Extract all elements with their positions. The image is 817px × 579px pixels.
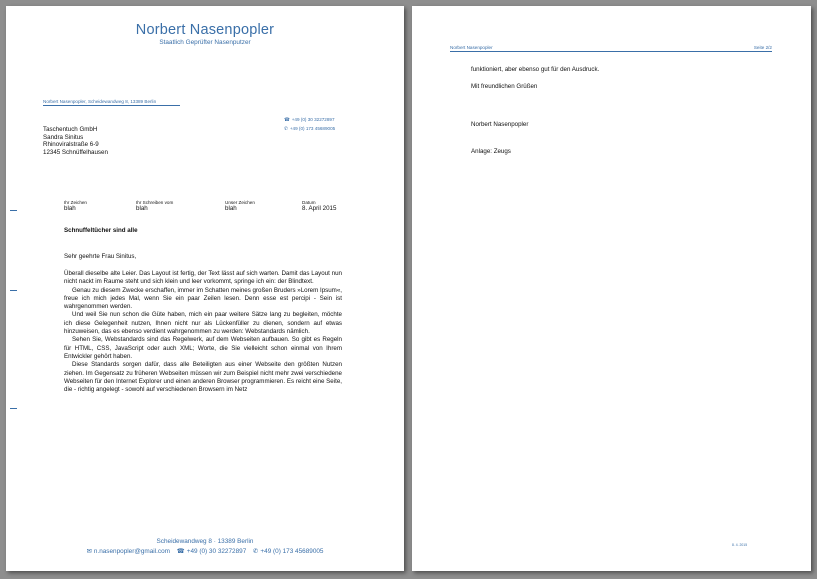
- footer-contact: [6, 547, 404, 555]
- page2-enclosure: Anlage: Zeugs: [471, 148, 511, 155]
- footer-address: Scheidewandweg 8 · 13389 Berlin: [156, 538, 254, 545]
- contact-phone-value: +49 (0) 30 32272897: [291, 117, 335, 122]
- fold-mark-bottom: [10, 408, 17, 409]
- page2-signature: Norbert Nasenpopler: [471, 121, 529, 128]
- recipient-address: [43, 126, 108, 157]
- letterhead-name: Norbert Nasenpopler: [135, 22, 275, 38]
- body-paragraph: Diese Standards sorgen dafür, dass alle Beteiligten aus einer Webseite den größten Nutzen ziehen. Im Gegensatz zu früheren Webseiten müssen wir zum Beispiel nicht mehr zwei verschiedene Webseiten für den Internet Explorer und einen anderen Browser programmieren. Es reicht eine Seite, die - richtig angelegt - sowohl auf verschiedenen Browsern im Netz: [64, 361, 342, 394]
- contact-mobile-value: +49 (0) 173 45689005: [289, 126, 336, 131]
- footer-mobile: +49 (0) 173 45689005: [260, 548, 324, 555]
- recipient-line: Sandra Sinitus: [43, 133, 84, 141]
- mobile-icon: ✆: [284, 126, 288, 131]
- contact-phone: [284, 117, 335, 123]
- reference-field: [64, 200, 87, 213]
- body-paragraph: Sehen Sie, Webstandards sind das Regelwerk, auf dem Webseiten aufbauen. So gibt es Regeln für HTML, CSS, JavaScript oder auch XML; Worte, die Sie vielleicht schon einmal von Ihrem Entwickler gehört haben.: [64, 336, 342, 360]
- phone-icon: ☎: [176, 548, 185, 555]
- letter-page-1: [6, 6, 404, 571]
- punch-mark: [10, 290, 17, 291]
- phone-icon: ☎: [284, 117, 290, 122]
- mobile-icon: ✆: [253, 548, 259, 555]
- reference-value: blah: [64, 205, 76, 212]
- body-paragraph: Genau zu diesem Zwecke erschaffen, immer im Schatten meines großen Bruders »Lorem Ipsum«, freue ich mich jedes Mal, wenn Sie ein paar Zeilen lesen. Denn esse est percipi - Sein ist wahrgenommen werden.: [64, 286, 342, 311]
- letter-page-2: [412, 6, 811, 571]
- recipient-line: 12345 Schnüffelhausen: [43, 149, 108, 157]
- body-paragraph: Und weil Sie nun schon die Güte haben, mich ein paar weitere Sätze lang zu begleiten, möchte ich diese Gelegenheit nutzen, Ihnen nicht nur als Lückenfüller zu dienen, sondern auf etwas hinzuweisen, das es ebenso verdient wahrgenommen zu werden: Webstandards nämlich.: [64, 311, 342, 336]
- reference-field: [136, 200, 173, 213]
- fold-mark-top: [10, 210, 17, 211]
- sender-underline: [43, 105, 180, 106]
- letter-subject: Schnuffeltücher sind alle: [64, 227, 138, 234]
- reference-value: 8. April 2015: [302, 205, 337, 212]
- page2-header-rule: [450, 51, 772, 52]
- email-icon: ✉: [86, 548, 92, 555]
- reference-label: Ihr Schreiben vom: [136, 200, 174, 205]
- page2-continuation: funktioniert, aber ebenso gut für den Ausdruck.: [471, 66, 600, 73]
- reference-label: Unser Zeichen: [225, 200, 255, 205]
- body-paragraph: Überall dieselbe alte Leier. Das Layout ist fertig, der Text lässt auf sich warten. Damit das Layout nun nicht nackt im Raume steht und sich klein und leer vorkommt, springe ich ein: der Blindtext.: [64, 270, 342, 286]
- contact-mobile: [284, 126, 335, 132]
- recipient-line: Rhinoviralstraße 6-9: [43, 141, 99, 149]
- page2-header-right: Seite 2/2: [753, 45, 772, 50]
- recipient-line: Taschentuch GmbH: [43, 126, 98, 133]
- reference-label: Datum: [302, 200, 316, 205]
- reference-value: blah: [225, 205, 237, 212]
- page2-closing: Mit freundlichen Grüßen: [471, 83, 538, 90]
- reference-field: [302, 200, 336, 213]
- reference-label: Ihr Zeichen: [64, 200, 87, 205]
- letter-body: [64, 270, 342, 394]
- letterhead-subtitle: Staatlich Geprüfter Nasenputzer: [159, 39, 251, 46]
- page2-footer-date: 8. 4. 2015: [732, 543, 748, 547]
- letter-salutation: Sehr geehrte Frau Sinitus,: [64, 253, 137, 260]
- sender-return-line: Norbert Nasenpopler, Scheidewandweg 8, 13389 Berlin: [43, 99, 157, 104]
- footer-phone: +49 (0) 30 32272897: [186, 548, 247, 555]
- page2-header-left: Norbert Nasenpopler: [450, 45, 493, 50]
- reference-value: blah: [136, 205, 148, 212]
- reference-field: [225, 200, 255, 213]
- footer-email: n.nasenpopler@gmail.com: [93, 548, 170, 555]
